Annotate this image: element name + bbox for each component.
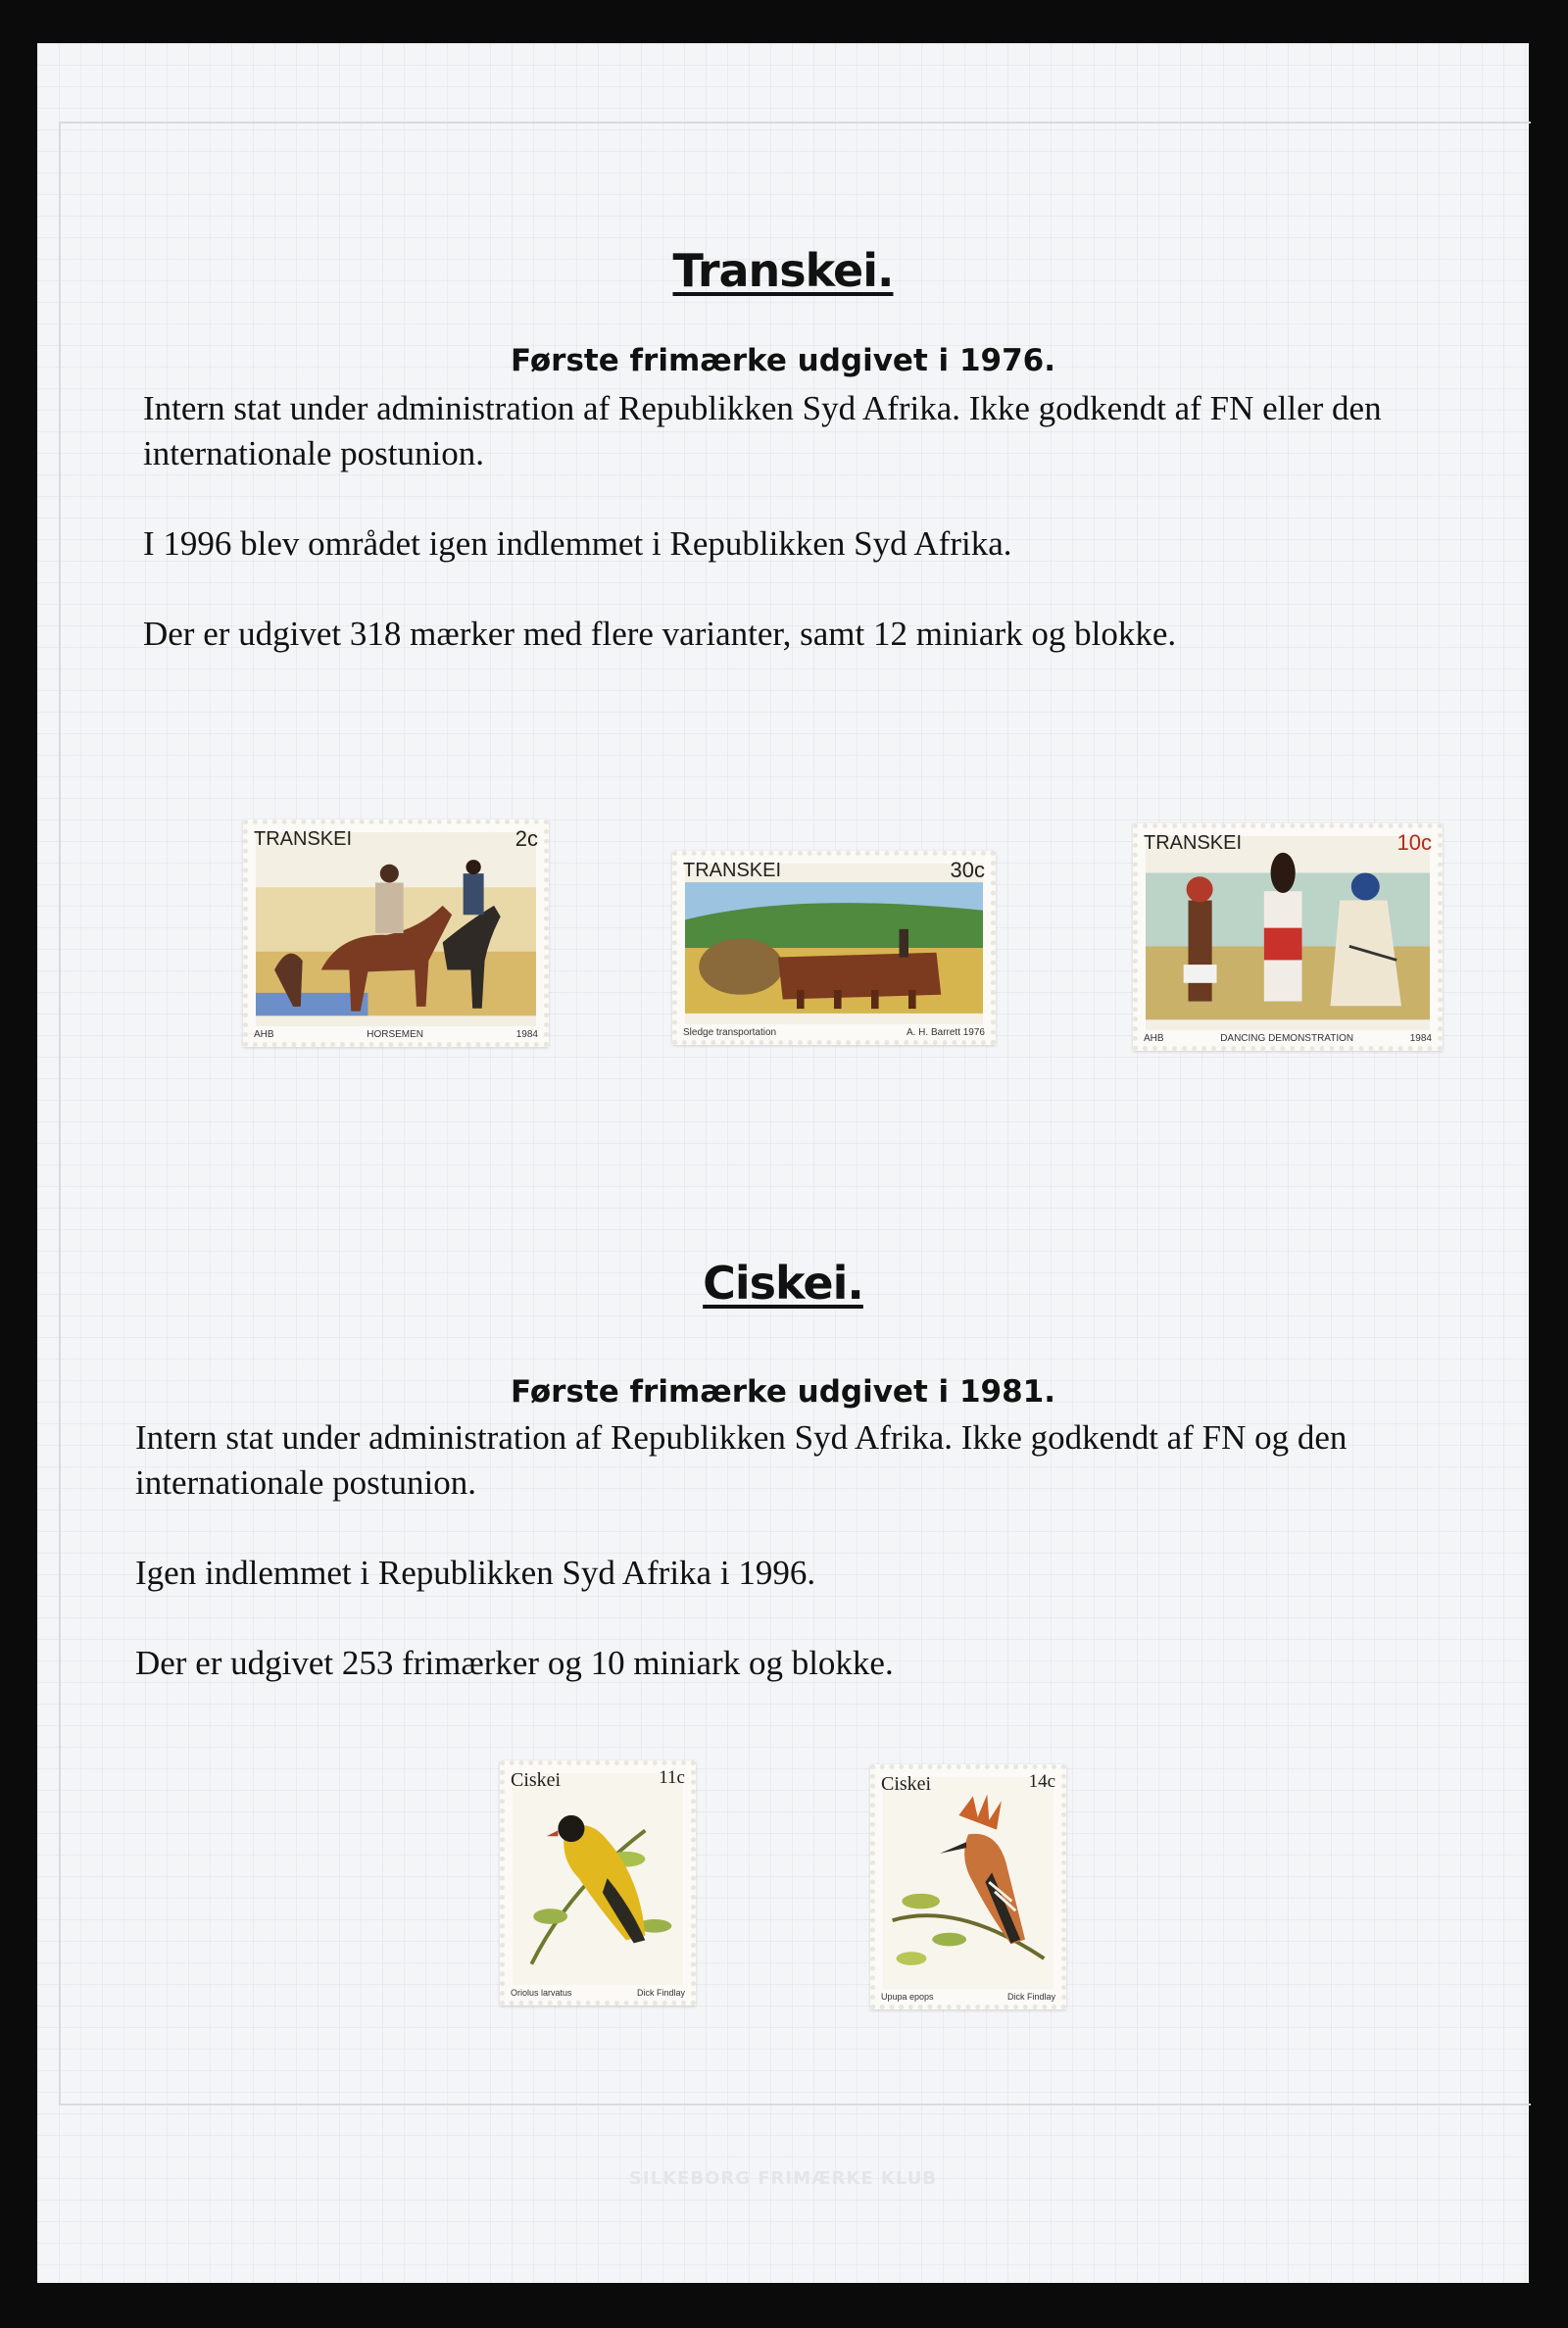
ciskei-paragraph-1: Intern stat under administration af Republikken Syd Afrika. Ikke godkendt af FN og den internationale postunion.	[135, 1418, 1348, 1502]
oriole-bird-illustration-icon	[513, 1773, 683, 1993]
dancers-illustration-icon	[1146, 836, 1430, 1038]
stamp-value: 30c	[950, 858, 985, 882]
club-footer-mark: SILKEBORG FRIMÆRKE KLUB	[628, 2168, 938, 2189]
stamp-value: 14c	[1028, 1771, 1055, 1792]
transkei-subtitle: Første frimærke udgivet i 1976.	[510, 343, 1056, 378]
stamp-value: 10c	[1396, 830, 1432, 855]
stamp-caption: Oriolus larvatus Dick Findlay	[505, 1985, 691, 2001]
stamp-ciskei-hoopoe	[870, 1764, 1066, 2009]
stamp-value: 11c	[659, 1767, 685, 1788]
stamp-country: Ciskei	[881, 1773, 932, 1795]
album-page	[37, 43, 1529, 2283]
stamp-transkei-sledge	[672, 851, 996, 1045]
transkei-paragraph-1: Intern stat under administration af Republikken Syd Afrika. Ikke godkendt af FN eller den internationale postunion.	[143, 389, 1382, 472]
ciskei-subtitle: Første frimærke udgivet i 1981.	[510, 1374, 1056, 1410]
hoopoe-bird-illustration-icon	[883, 1777, 1054, 1997]
transkei-title: Transkei.	[672, 244, 894, 297]
ciskei-title: Ciskei.	[703, 1257, 863, 1310]
stamp-country: Ciskei	[511, 1769, 562, 1791]
stamp-caption: Upupa epops Dick Findlay	[875, 1989, 1061, 2005]
stamp-transkei-dancers	[1133, 823, 1443, 1051]
stamp-caption: AHB HORSEMEN 1984	[248, 1026, 544, 1042]
horsemen-illustration-icon	[256, 832, 536, 1034]
cattle-sledge-illustration-icon	[685, 864, 983, 1032]
stamp-ciskei-oriole	[500, 1760, 696, 2006]
stamp-country: TRANSKEI	[254, 828, 353, 850]
stamp-value: 2c	[514, 826, 538, 851]
transkei-paragraph-2: I 1996 blev området igen indlemmet i Republikken Syd Afrika.	[143, 524, 1012, 563]
ciskei-paragraph-3: Der er udgivet 253 frimærker og 10 miniark og blokke.	[135, 1644, 894, 1682]
ciskei-paragraph-2: Igen indlemmet i Republikken Syd Afrika i 1996.	[135, 1554, 816, 1592]
stamp-country: TRANSKEI	[1144, 832, 1243, 854]
stamp-caption: Sledge transportation A. H. Barrett 1976	[677, 1024, 991, 1040]
stamp-transkei-horsemen	[243, 819, 549, 1047]
stamp-caption: AHB DANCING DEMONSTRATION 1984	[1138, 1030, 1438, 1046]
stamp-country: TRANSKEI	[683, 860, 782, 881]
transkei-paragraph-3: Der er udgivet 318 mærker med flere varianter, samt 12 miniark og blokke.	[143, 615, 1177, 653]
